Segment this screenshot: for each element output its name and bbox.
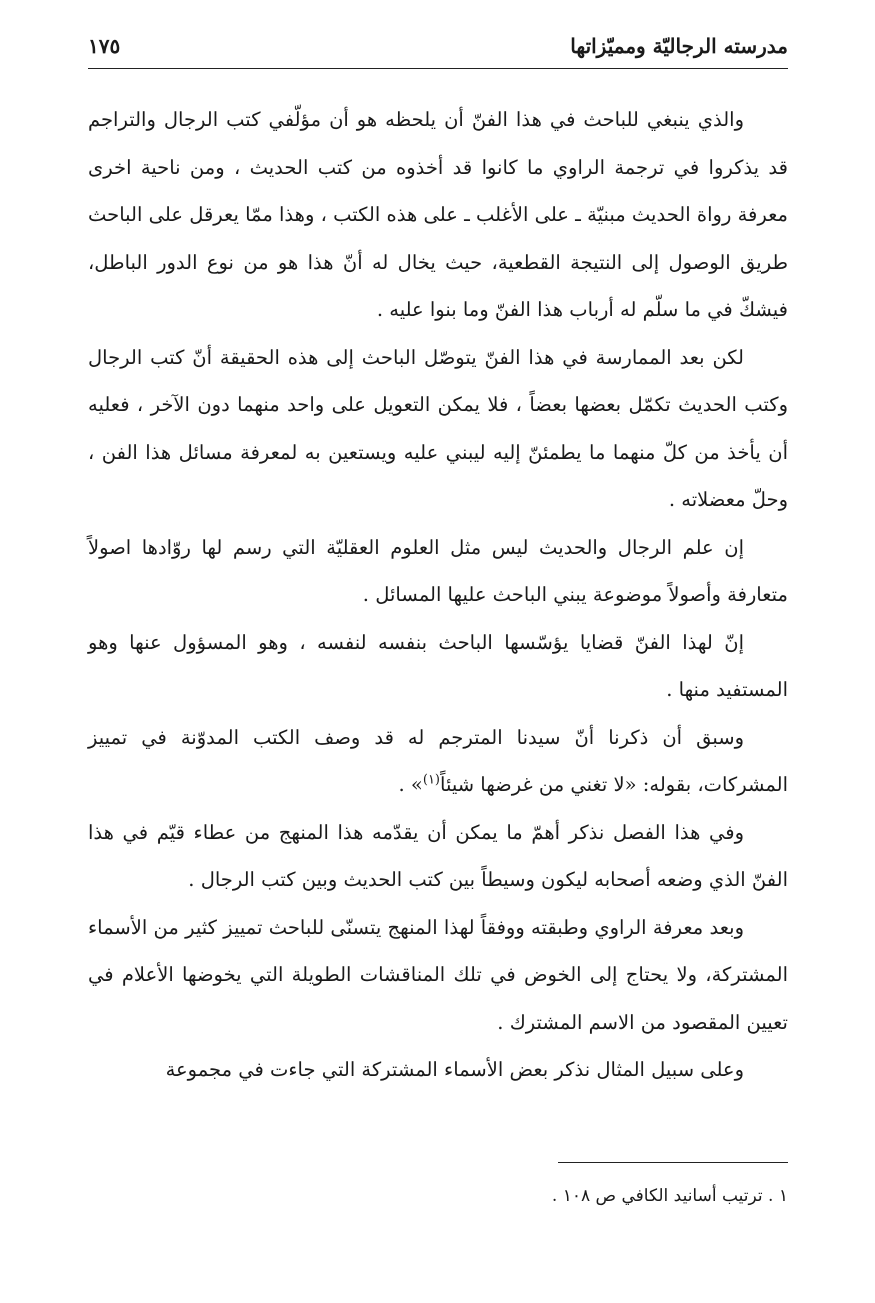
paragraph-quote [88, 714, 788, 809]
paragraph-7: وعلى سبيل المثال نذكر بعض الأسماء المشتركة التي جاءت في مجموعة [165, 1058, 744, 1081]
paragraph-2: لكن بعد الممارسة في هذا الفنّ يتوصّل الباحث إلى هذه الحقيقة أنّ كتب الرجال وكتب الحديث تكمّل بعضها بعضاً ، فلا يمكن التعويل على واحد منهما دون الآخر ، فعليه أن يأخذ من كلّ منهما ما يطمئنّ إليه ليبني عليه ويستعين به لمعرفة مسائل هذا الفن ، وحلّ معضلاته . [88, 345, 788, 511]
footnote-rule [558, 1162, 788, 1163]
paragraph-5: وفي هذا الفصل نذكر أهمّ ما يمكن أن يقدّمه هذا المنهج من عطاء قيّم في هذا الفنّ الذي وضعه أصحابه ليكون وسيطاً بين كتب الحديث وبين كتب الرجال . [88, 820, 788, 891]
page-number: ١٧٥ [88, 34, 121, 58]
paragraph-6: وبعد معرفة الراوي وطبقته ووفقاً لهذا المنهج يتسنّى للباحث تمييز كثير من الأسماء المشتركة، ولا يحتاج إلى الخوض في تلك المناقشات الطويلة التي يخوضها الأعلام في تعيين المقصود من الاسم المشترك . [88, 915, 788, 1034]
header-rule [88, 68, 788, 69]
quote-tail-text: » . [398, 773, 423, 796]
quote-lead-text: وسبق أن ذكرنا أنّ سيدنا المترجم له قد وصف الكتب المدوّنة في تمييز المشركات، بقوله: «لا تغني من غرضها شيئاً [88, 725, 788, 796]
paragraph-4: إنّ لهذا الفنّ قضايا يؤسّسها الباحث بنفسه لنفسه ، وهو المسؤول عنها وهو المستفيد منها . [88, 630, 788, 701]
paragraph-1: والذي ينبغي للباحث في هذا الفنّ أن يلحظه هو أن مؤلّفي كتب الرجال والتراجم قد يذكروا في ترجمة الراوي ما كانوا قد أخذوه من كتب الحديث ، ومن ناحية اخرى معرفة رواة الحديث مبنيّة ـ على الأغلب ـ على هذه الكتب ، وهذا ممّا يعرقل على الباحث طريق الوصول إلى النتيجة القطعية، حيث يخال له أنّ هذا هو من نوع الدور الباطل، فيشكّ في ما سلّم له أرباب هذا الفنّ وما بنوا عليه . [88, 108, 788, 321]
body-text [88, 96, 788, 1094]
running-title: مدرسته الرجاليّة ومميّزاتها [570, 34, 788, 58]
running-head [88, 28, 788, 64]
footnote-reference[interactable]: (١) [422, 772, 440, 788]
paragraph-3: إن علم الرجال والحديث ليس مثل العلوم العقليّة التي رسم لها روّادها اصولاً متعارفة وأصولاً موضوعة يبني الباحث عليها المسائل . [88, 535, 788, 606]
footnote: ١ . ترتيب أسانيد الكافي ص ١٠٨ . [551, 1186, 788, 1206]
